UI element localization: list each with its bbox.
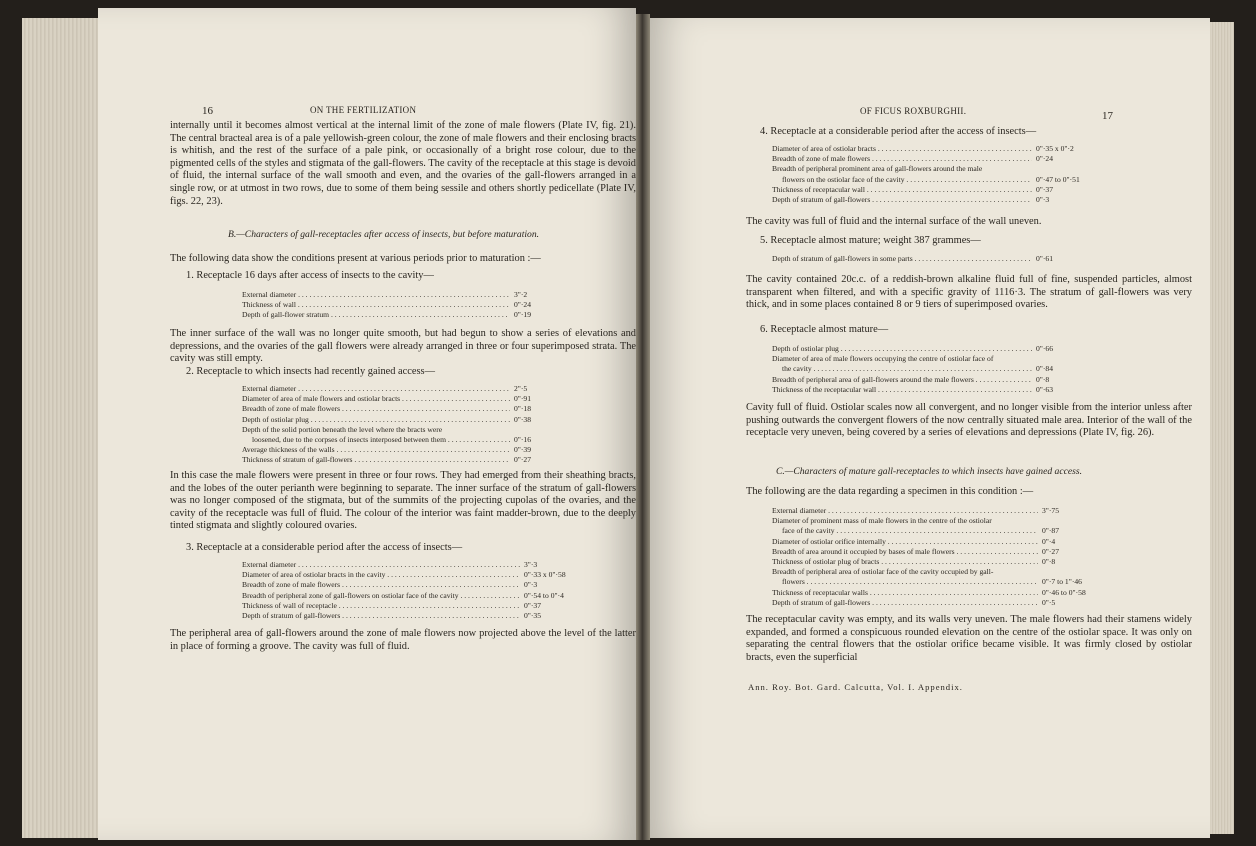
row-value: 0"·38 [514, 414, 532, 424]
row-value: 0"·24 [514, 300, 532, 310]
row-value: 0"·46 to 0"·58 [1042, 587, 1086, 597]
table-row [772, 598, 1122, 608]
row-label: Depth of gall-flower stratum . . . [242, 310, 510, 320]
row-label: Diameter of ostiolar orifice internally . . . [772, 537, 1038, 547]
book-gutter [636, 14, 650, 840]
row-label: External diameter . . . [242, 290, 510, 300]
row-label: Diameter of prominent mass of male flowers in the centre of the ostiolar [772, 516, 992, 526]
row-value: 3"·3 [524, 560, 538, 569]
table-row [772, 144, 1108, 154]
page-number: 17 [1102, 110, 1113, 122]
table-row [772, 354, 1108, 364]
row-value: 0"·8 [1036, 374, 1050, 384]
row-value: 0"·3 [1036, 195, 1050, 205]
table-row [772, 577, 1122, 587]
row-value: 2"·5 [514, 384, 528, 393]
row-label: Breadth of zone of male flowers . . . [242, 580, 520, 590]
list-item: 3. Receptacle at a considerable period after the access of insects— [186, 542, 463, 553]
row-value [1032, 354, 1108, 364]
table-row [242, 611, 582, 621]
table-row [772, 344, 1108, 354]
table-row [242, 445, 572, 455]
page-footer: Ann. Roy. Bot. Gard. Calcutta, Vol. I. Appendix. [748, 682, 963, 692]
table-row [242, 300, 572, 310]
row-value: 0"·84 [1036, 364, 1054, 374]
row-label: Breadth of peripheral prominent area of gall-flowers around the male [772, 164, 983, 174]
row-value: 0"·3 [524, 580, 538, 590]
row-label: External diameter . . . [242, 560, 520, 570]
row-value: 0"·24 [1036, 154, 1054, 164]
table-row [772, 547, 1122, 557]
row-value: 0"·5 [1042, 597, 1056, 607]
list-item: 1. Receptacle 16 days after access of insects to the cavity— [186, 270, 434, 281]
data-table [772, 254, 1108, 264]
table-row [772, 185, 1108, 195]
table-row [772, 557, 1122, 567]
list-item: 2. Receptacle to which insects had recently gained access— [186, 366, 435, 377]
row-label: flowers . . . [782, 577, 1038, 587]
section-heading: C.—Characters of mature gall-receptacles to which insects have gained access. [776, 466, 1082, 477]
paragraph: Cavity full of fluid. Ostiolar scales now all convergent, and no longer visible from the interior unless after pushing outwards the convergent flowers of the now centrally situated male area. Interior of the wall of the receptacle very uneven, being covered by a series of elevations and depressions (Plate IV, fig. 26). [746, 402, 1192, 439]
table-row [242, 310, 572, 320]
paragraph: internally until it becomes almost vertical at the internal limit of the zone of male flowers (Plate IV, fig. 21). The central bracteal area is of a pale yellowish-green colour, the zone of male flowers and their enclosing bracts is whitish, and the rest of the surface of a pale pink, or occasionally of a bright rose colour, due to the pigmented cells of the styles and stigmata of the gall-flowers. The cavity of the receptacle at this stage is devoid of fluid, the internal surface of the wall smooth and even, and the ovaries of the gall-flowers arranged in a single row, or at utmost in two rows, due to some of them being sessile and others shortly pedicellate (Plate IV, figs. 22, 23). [170, 120, 636, 207]
row-label: Thickness of wall of receptacle . . . [242, 601, 520, 611]
row-label: Depth of stratum of gall-flowers . . . [772, 195, 1032, 205]
table-row [242, 435, 572, 445]
row-label: Thickness of stratum of gall-flowers . . . [242, 455, 510, 465]
right-page [650, 18, 1210, 838]
running-head: OF FICUS ROXBURGHII. [860, 106, 967, 116]
paragraph: The cavity contained 20c.c. of a reddish-brown alkaline fluid full of fine, suspended particles, almost transparent when filtered, and with a specific gravity of 1116·3. The stratum of gall-flowers was very thick, and in some places contained 8 or 9 tiers of superimposed ovaries. [746, 274, 1192, 311]
table-row [242, 290, 572, 300]
row-value [1032, 164, 1108, 174]
paragraph: The inner surface of the wall was no longer quite smooth, but had begun to show a series of elevations and depressions, and the ovaries of the gall flowers were already arranged in three or four superimposed strata. The cavity was still empty. [170, 328, 636, 365]
row-label: Depth of stratum of gall-flowers . . . [772, 598, 1038, 608]
table-row [242, 560, 582, 570]
row-value: 0"·91 [514, 394, 532, 404]
row-value: 0"·61 [1036, 254, 1054, 263]
row-value: 0"·18 [514, 404, 532, 414]
table-row [242, 415, 572, 425]
row-value: 0"·16 [514, 435, 532, 445]
table-row [242, 601, 582, 611]
table-row [242, 580, 582, 590]
page-number: 16 [202, 105, 213, 117]
row-value: 0"·37 [524, 600, 542, 610]
paragraph: In this case the male flowers were present in three or four rows. They had emerged from their sheathing bracts, and the lobes of the outer perianth were beginning to separate. The inner surface of the stratum of gall-flowers was no longer composed of the stigmata, but of the summits of the projecting cupolas of the ovaries, and the cavity of the receptacle was full of fluid. The colour of the interior was faint madder-brown, due to the deeply tinted stigmata and slightly coloured ovaries. [170, 470, 636, 532]
row-label: the cavity . . . [782, 364, 1032, 374]
paragraph: The peripheral area of gall-flowers around the zone of male flowers now projected above the level of the latter in place of forming a groove. The cavity was full of fluid. [170, 628, 636, 652]
row-label: Breadth of area around it occupied by bases of male flowers . . . [772, 547, 1038, 557]
row-label: Breadth of peripheral zone of gall-flowers on ostiolar face of the cavity . . . [242, 591, 520, 601]
row-value: 0"·27 [1042, 546, 1060, 556]
row-value: 0"·19 [514, 310, 532, 320]
table-row [772, 537, 1122, 547]
row-value [1038, 567, 1122, 577]
row-value: 0"·66 [1036, 344, 1054, 353]
paragraph: The receptacular cavity was empty, and its walls very uneven. The male flowers had their stamens widely expanded, and formed a conspicuous rounded elevation on the centre of the ostiolar space. It was only on separating the central flowers that the ostiolar orifice became visible. It was firmly closed by ostiolar bracts, even the superficial [746, 614, 1192, 663]
row-label: Thickness of receptacular walls . . . [772, 588, 1038, 598]
row-value: 0"·39 [514, 445, 532, 455]
table-row [772, 506, 1122, 516]
row-value: 0"·27 [514, 455, 532, 465]
row-value: 0"·37 [1036, 184, 1054, 194]
data-table [772, 144, 1108, 205]
row-value: 0"·8 [1042, 557, 1056, 567]
row-value: 3"·2 [514, 290, 528, 299]
table-row [772, 588, 1122, 598]
table-row [242, 425, 572, 435]
row-label: Diameter of area of male flowers occupying the centre of ostiolar face of [772, 354, 994, 364]
row-label: Average thickness of the walls . . . [242, 445, 510, 455]
row-label: loosened, due to the corpses of insects interposed between them . . . [252, 435, 510, 445]
row-label: face of the cavity . . . [782, 526, 1038, 536]
table-row [242, 384, 572, 394]
row-label: Diameter of area of ostiolar bracts . . . [772, 144, 1032, 154]
table-row [772, 164, 1108, 174]
list-item: 5. Receptacle almost mature; weight 387 grammes— [760, 235, 981, 246]
row-label: Depth of the solid portion beneath the level where the bracts were [242, 424, 443, 434]
table-row [242, 591, 582, 601]
data-table [242, 290, 572, 321]
row-value: 0"·33 x 0"·58 [524, 570, 566, 580]
row-value: 0"·63 [1036, 384, 1054, 394]
row-label: External diameter . . . [772, 506, 1038, 516]
data-table [242, 384, 572, 466]
table-row [772, 567, 1122, 577]
data-table [772, 506, 1122, 608]
row-value: 0"·35 x 0"·2 [1036, 144, 1074, 153]
left-page-edges [22, 18, 98, 838]
row-label: Thickness of receptacular wall . . . [772, 185, 1032, 195]
row-value: 0"·54 to 0"·4 [524, 590, 564, 600]
row-label: Thickness of wall . . . [242, 300, 510, 310]
table-row [772, 526, 1122, 536]
table-row [242, 394, 572, 404]
row-label: External diameter . . . [242, 384, 510, 394]
table-row [772, 175, 1108, 185]
row-label: flowers on the ostiolar face of the cavity . . . [782, 175, 1032, 185]
table-row [772, 195, 1108, 205]
section-heading: B.—Characters of gall-receptacles after access of insects, but before maturation. [228, 229, 540, 240]
running-head: ON THE FERTILIZATION [310, 105, 417, 115]
row-value: 0"·7 to 1"·46 [1042, 577, 1082, 587]
paragraph: The following are the data regarding a specimen in this condition :— [746, 486, 1034, 497]
paragraph: The following data show the conditions present at various periods prior to maturation :— [170, 253, 541, 264]
row-label: Depth of ostiolar plug . . . [772, 344, 1032, 354]
data-table [772, 344, 1108, 395]
table-row [242, 570, 582, 580]
row-label: Breadth of zone of male flowers . . . [242, 404, 510, 414]
right-page-edges [1208, 22, 1234, 834]
table-row [772, 375, 1108, 385]
table-row [242, 404, 572, 414]
table-row [772, 154, 1108, 164]
data-table [242, 560, 582, 621]
paragraph: The cavity was full of fluid and the internal surface of the wall uneven. [746, 216, 1042, 227]
row-label: Depth of stratum of gall-flowers in some parts . . . [772, 254, 1032, 264]
left-page [98, 8, 636, 840]
row-label: Diameter of area of male flowers and ostiolar bracts . . . [242, 394, 510, 404]
row-label: Breadth of peripheral area of gall-flowers around the male flowers . . . [772, 375, 1032, 385]
row-value: 0"·4 [1042, 536, 1056, 546]
row-value: 0"·87 [1042, 526, 1060, 536]
row-value: 0"·35 [524, 611, 542, 621]
table-row [772, 364, 1108, 374]
row-value [1038, 516, 1122, 526]
row-label: Depth of ostiolar plug . . . [242, 415, 510, 425]
row-label: Diameter of area of ostiolar bracts in the cavity . . . [242, 570, 520, 580]
table-row [772, 385, 1108, 395]
list-item: 4. Receptacle at a considerable period after the access of insects— [760, 126, 1037, 137]
row-label: Breadth of peripheral area of ostiolar face of the cavity occupied by gall- [772, 567, 994, 577]
row-value: 3"·75 [1042, 506, 1060, 515]
table-row [772, 254, 1108, 264]
row-label: Thickness of ostiolar plug of bracts . . . [772, 557, 1038, 567]
row-label: Breadth of zone of male flowers . . . [772, 154, 1032, 164]
table-row [772, 516, 1122, 526]
list-item: 6. Receptacle almost mature— [760, 324, 889, 335]
row-label: Depth of stratum of gall-flowers . . . [242, 611, 520, 621]
row-value [510, 425, 572, 435]
row-value: 0"·47 to 0"·51 [1036, 174, 1080, 184]
table-row [242, 455, 572, 465]
row-label: Thickness of the receptacular wall . . . [772, 385, 1032, 395]
